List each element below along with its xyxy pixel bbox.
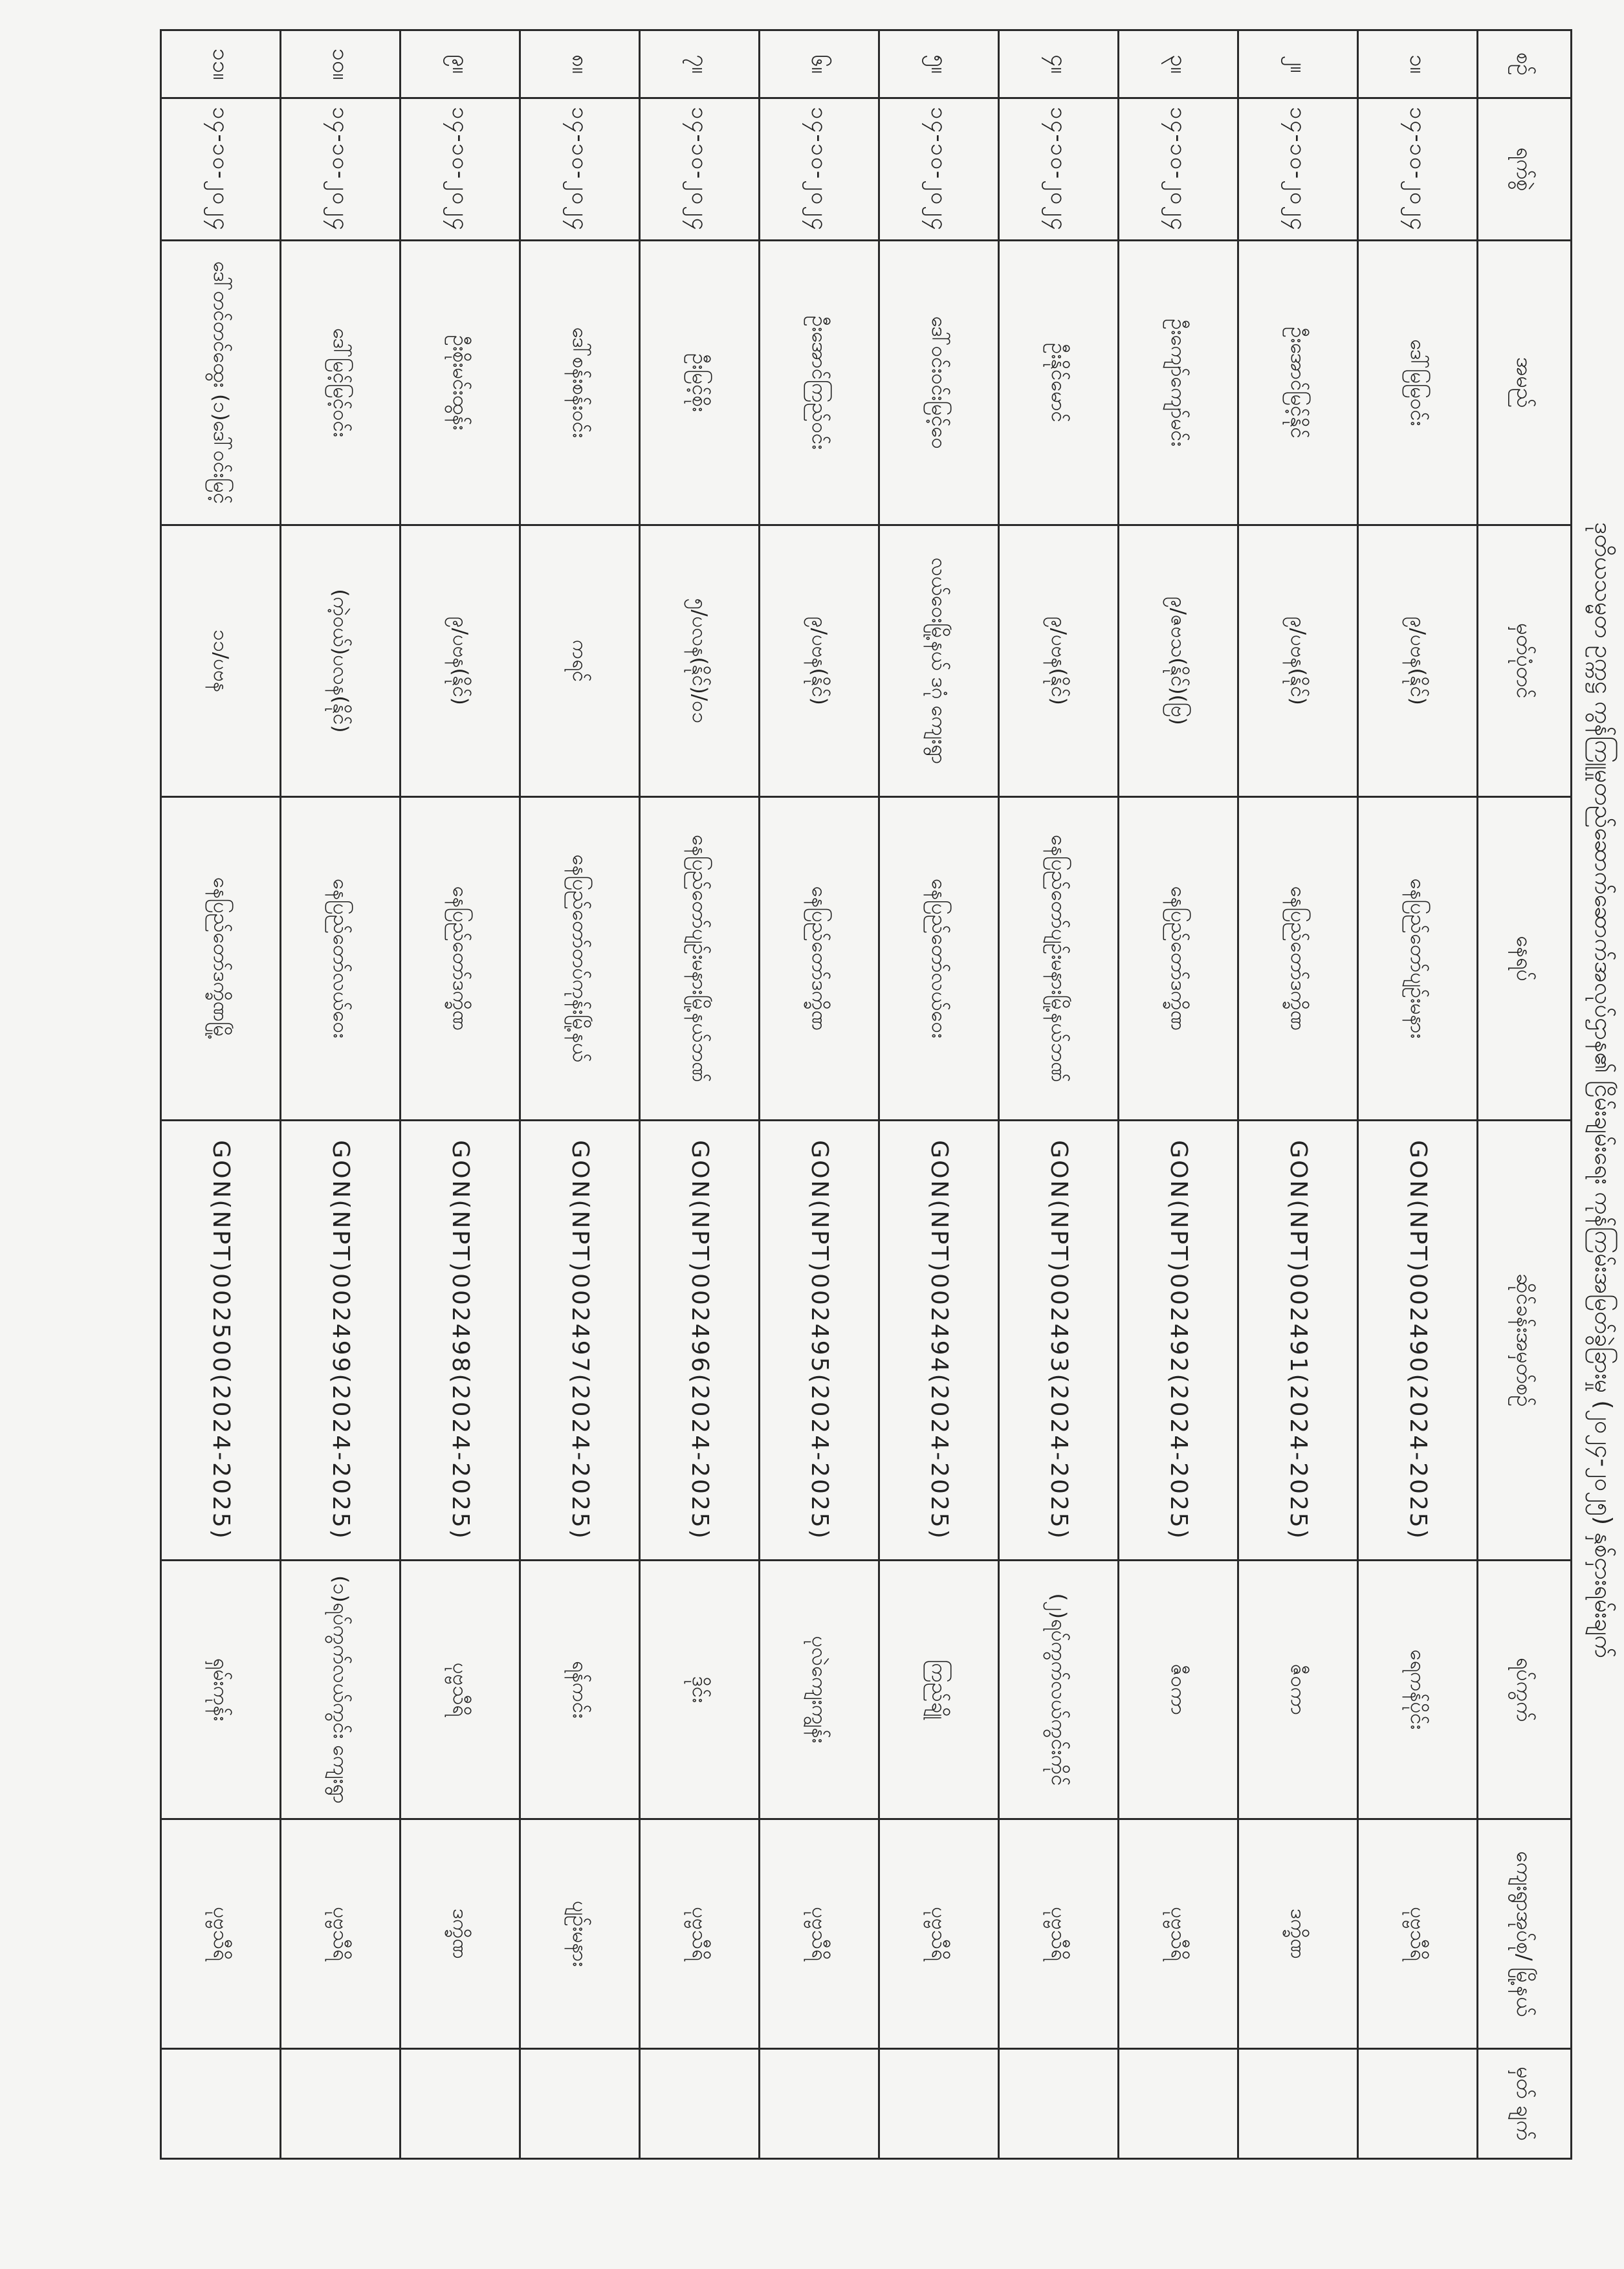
- cell-sr: ၅။: [879, 30, 999, 98]
- cell-name: ဒေါ်ဝင်းဝင်းမြင့်ဝေ: [879, 241, 999, 525]
- cell-location: ဇီဝကာ: [1238, 1561, 1358, 1819]
- table-row: [999, 30, 1119, 2159]
- cell-nrc: ၉/ပဗန(နိုင်): [760, 525, 879, 797]
- cell-remark: [281, 2049, 401, 2159]
- cell-date: ၁၄-၁၀-၂၀၂၄: [879, 98, 999, 241]
- cell-township: ပုဗ္ဗသီရိ: [879, 1819, 999, 2049]
- cell-sr: ၁၀။: [281, 30, 401, 98]
- cell-name: ဦးနိုင်မောင်: [999, 241, 1119, 525]
- cell-township: ပုဗ္ဗသီရိ: [760, 1819, 879, 2049]
- table-row: [879, 30, 999, 2159]
- cell-nrc: ၉/ပဗန(နိုင်): [1238, 525, 1358, 797]
- header-remark: မှတ် ချက်: [1478, 2049, 1572, 2159]
- cell-nrc: လယ်ဝေးမြို့နယ် ဒဂုံ ကျေးရွာ: [879, 525, 999, 797]
- cell-date: ၁၄-၁၀-၂၀၂၄: [999, 98, 1119, 241]
- cell-permit: GON(NPT)002493(2024-2025): [999, 1121, 1119, 1561]
- cell-address: နေပြည်တော်ဒက္ခိဏမြို့: [161, 797, 281, 1121]
- cell-permit: GON(NPT)002494(2024-2025): [879, 1121, 999, 1561]
- cell-date: ၁၄-၁၀-၂၀၂၄: [1119, 98, 1238, 241]
- cell-sr: ၃။: [1119, 30, 1238, 98]
- cell-location: ရန်ကင်း: [520, 1561, 640, 1819]
- cell-sr: ၆။: [760, 30, 879, 98]
- cell-nrc: ၉/ပဗန(နိုင်): [999, 525, 1119, 797]
- cell-location: ပုဗ္ဗသီရိ: [401, 1561, 520, 1819]
- cell-nrc: ၉/ပဗန(နိုင်): [1358, 525, 1478, 797]
- cell-nrc: ၅/ပလန(နိုင်)/၀၁: [640, 525, 760, 797]
- header-sr: စဉ်: [1478, 30, 1572, 98]
- cell-location: ရှမ်းကုန်း: [161, 1561, 281, 1819]
- cell-address: နေပြည်တော်ဒက္ခိဏ: [1119, 797, 1238, 1121]
- cell-sr: ၂။: [1238, 30, 1358, 98]
- cell-township: ပုဗ္ဗသီရိ: [161, 1819, 281, 2049]
- cell-location: ရေကန်ပိုင်း: [1358, 1561, 1478, 1819]
- cell-remark: [760, 2049, 879, 2159]
- cell-nrc: ၁၁/ပဗန: [161, 525, 281, 797]
- cell-township: ဒက္ခိဏ: [401, 1819, 520, 2049]
- cell-nrc: ၉/ဇဗသ(နိုင်)(ဗြ): [1119, 525, 1238, 797]
- cell-sr: ၇။: [640, 30, 760, 98]
- cell-sr: ၁၁။: [161, 30, 281, 98]
- cell-name: ဒေါ်စန်းစန်းဝင်း: [520, 241, 640, 525]
- cell-permit: GON(NPT)002499(2024-2025): [281, 1121, 401, 1561]
- cell-address: နေပြည်တော်လယ်ဝေး: [281, 797, 401, 1121]
- table-row: [760, 30, 879, 2159]
- cell-location: ဇီဝကာ: [1119, 1561, 1238, 1819]
- cell-remark: [520, 2049, 640, 2159]
- cell-address: နေပြည်တော်ဒက္ခိဏ: [1238, 797, 1358, 1121]
- cell-name: ဦးကျော်ကျော်မင်း: [1119, 241, 1238, 525]
- cell-name: ဦးအောင်မြင့်နိုင်: [1238, 241, 1358, 525]
- register-table: [160, 29, 1572, 2160]
- cell-remark: [1119, 2049, 1238, 2159]
- cell-address: နေပြည်တော်ပျဉ်းမနားမြို့နယ်ဘဏ်: [640, 797, 760, 1121]
- cell-remark: [640, 2049, 760, 2159]
- cell-township: ပုဗ္ဗသီရိ: [1119, 1819, 1238, 2049]
- rotated-scan: [149, 10, 1624, 2171]
- table-row: [640, 30, 760, 2159]
- cell-location: ပုလဲကျေးကျွန်း: [760, 1561, 879, 1819]
- cell-date: ၁၄-၁၀-၂၀၂၄: [760, 98, 879, 241]
- cell-address: နေပြည်တော်ဒက္ခိဏ: [760, 797, 879, 1121]
- cell-sr: ၉။: [401, 30, 520, 98]
- cell-address: နေပြည်တော်ပျဉ်းမနား: [1358, 797, 1478, 1121]
- table-row: [161, 30, 281, 2159]
- cell-date: ၁၄-၁၀-၂၀၂၄: [520, 98, 640, 241]
- cell-date: ၁၄-၁၀-၂၀၂၄: [1358, 98, 1478, 241]
- header-name: အမည်: [1478, 241, 1572, 525]
- cell-permit: GON(NPT)002498(2024-2025): [401, 1121, 520, 1561]
- cell-township: ပုဗ္ဗသီရိ: [1358, 1819, 1478, 2049]
- table-row: [1358, 30, 1478, 2159]
- header-nrc: မှတ်ပုံတင်: [1478, 525, 1572, 797]
- table-row: [520, 30, 640, 2159]
- cell-remark: [401, 2049, 520, 2159]
- cell-township: ပျဉ်းမနား: [520, 1819, 640, 2049]
- cell-location: ဒိုင်း: [640, 1561, 760, 1819]
- cell-nrc: ကရင်: [520, 525, 640, 797]
- cell-date: ၁၄-၁၀-၂၀၂၄: [401, 98, 520, 241]
- cell-nrc: (ကဲ့ဝယ်)ပလန(နိုင်): [281, 525, 401, 797]
- cell-remark: [1358, 2049, 1478, 2159]
- cell-location: ကြည်ချို: [879, 1561, 999, 1819]
- cell-permit: GON(NPT)002491(2024-2025): [1238, 1121, 1358, 1561]
- cell-name: ဦးစိုးမင်းထွန်း: [401, 241, 520, 525]
- table-row: [1238, 30, 1358, 2159]
- cell-name: ဦးမြင့်စိုး: [640, 241, 760, 525]
- cell-name: ဦးအောင်ကြည်ဝင်း: [760, 241, 879, 525]
- table-row: [1119, 30, 1238, 2159]
- cell-date: ၁၄-၁၀-၂၀၂၄: [1238, 98, 1358, 241]
- cell-remark: [879, 2049, 999, 2159]
- cell-address: နေပြည်တော်လယ်ဝေး: [879, 797, 999, 1121]
- cell-location: (၂)ရပ်ကွက်လယ်ကွင်းကိုင်: [999, 1561, 1119, 1819]
- cell-permit: GON(NPT)002490(2024-2025): [1358, 1121, 1478, 1561]
- header-address: နေရပ်: [1478, 797, 1572, 1121]
- cell-name: ဒေါ်တင်တင်ထွေး (၁)ဒေါ်ဝင်းမြင့်: [161, 241, 281, 525]
- cell-date: ၁၄-၁၀-၂၀၂၄: [281, 98, 401, 241]
- cell-township: ပုဗ္ဗသီရိ: [999, 1819, 1119, 2049]
- cell-sr: ၁။: [1358, 30, 1478, 98]
- table-row: [401, 30, 520, 2159]
- cell-date: ၁၄-၁၀-၂၀၂၄: [640, 98, 760, 241]
- cell-remark: [999, 2049, 1119, 2159]
- cell-address: နေပြည်တော်ပျဉ်းမနားမြို့နယ်ဘဏ်: [999, 797, 1119, 1121]
- cell-permit: GON(NPT)002492(2024-2025): [1119, 1121, 1238, 1561]
- cell-township: ပုဗ္ဗသီရိ: [640, 1819, 760, 2049]
- cell-permit: GON(NPT)002496(2024-2025): [640, 1121, 760, 1561]
- cell-permit: GON(NPT)002495(2024-2025): [760, 1121, 879, 1561]
- cell-address: နေပြည်တော်ဒက္ခိဏ: [401, 797, 520, 1121]
- cell-name: ဒေါ်မြင့်မြင့်ဝင်း: [281, 241, 401, 525]
- cell-location: (၁)ရပ်ကွက်လယ်ကွင်း ကျေးရွာ: [281, 1561, 401, 1819]
- document-title: ဒုတိယသမ္မတ ဥက္ကဋ္ဌ ကွန်ကြူမှုတည်ဆောက်ဆောက်အလုပ်ဌာန၏ ငြိမ်းချမ်းရေး ကုန်ကြမ်းအမြတ်ခွဲခြားမှု (၂၀၂၄-၂၀၂၅) နှစ်ငှားရမ်းချက်: [1590, 522, 1616, 1658]
- header-township: ကျေးရွာအုပ်စု/ မြို့နယ်: [1478, 1819, 1572, 2049]
- header-location: ရပ်ကွက်: [1478, 1561, 1572, 1819]
- header-permit: ဆိုင်ခန်းအမှတ်စဉ်: [1478, 1121, 1572, 1561]
- cell-permit: GON(NPT)002497(2024-2025): [520, 1121, 640, 1561]
- cell-name: ဒေါ်မြမြဝင်း: [1358, 241, 1478, 525]
- table-row: [281, 30, 401, 2159]
- cell-address: နေပြည်တော်တပ်ကုန်းမြို့နယ်: [520, 797, 640, 1121]
- cell-township: ဒက္ခိဏ: [1238, 1819, 1358, 2049]
- cell-date: ၁၄-၁၀-၂၀၂၄: [161, 98, 281, 241]
- header-row: [1478, 30, 1572, 2159]
- cell-remark: [161, 2049, 281, 2159]
- header-date: ရက်စွဲ: [1478, 98, 1572, 241]
- cell-nrc: ၉/ပဗန(နိုင်): [401, 525, 520, 797]
- cell-sr: ၄။: [999, 30, 1119, 98]
- cell-sr: ၈။: [520, 30, 640, 98]
- cell-permit: GON(NPT)002500(2024-2025): [161, 1121, 281, 1561]
- cell-township: ပုဗ္ဗသီရိ: [281, 1819, 401, 2049]
- cell-remark: [1238, 2049, 1358, 2159]
